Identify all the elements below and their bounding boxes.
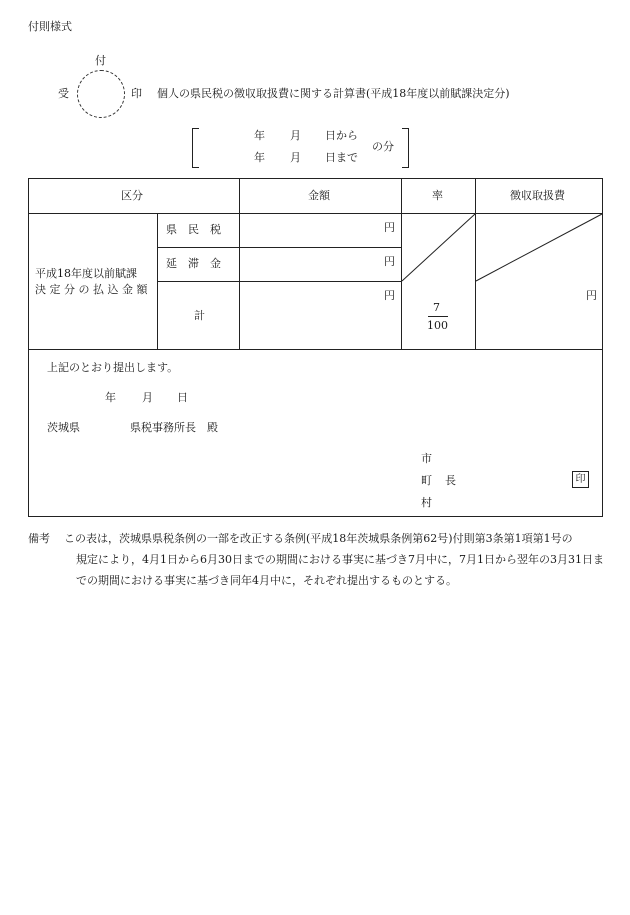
row-group-label-line2: 決 定 分 の 払 込 金 額 <box>35 283 148 296</box>
period-to-day: 日まで <box>325 151 358 164</box>
form-label: 付則様式 <box>28 20 72 33</box>
period-to-year: 年 <box>254 151 265 164</box>
submission-date-day: 日 <box>177 391 188 404</box>
grid-line <box>29 349 602 350</box>
calculation-table <box>28 178 603 517</box>
notes-line-3: での期間における事実に基づき同年4月中に，それぞれ提出するものとする。 <box>76 574 457 587</box>
period-from-day: 日から <box>325 129 358 142</box>
rate-denominator: 100 <box>427 319 448 332</box>
stamp-left-char: 受 <box>58 87 69 100</box>
signer-town: 町 <box>421 474 432 487</box>
prefecture-name: 茨城県 <box>47 421 80 434</box>
notes-line-2: 規定により，4月1日から6月30日までの期間における事実に基づき7月中に，7月1日から翌年の3月31日ま <box>76 553 604 566</box>
header-fee: 徴収取扱費 <box>510 189 565 202</box>
row-label-late-fee: 延 滞 金 <box>166 257 221 270</box>
signer-city: 市 <box>421 452 432 465</box>
stamp-right-char: 印 <box>131 87 142 100</box>
strike-diagonals <box>29 179 602 349</box>
period-bracket-right <box>402 128 409 168</box>
row-label-prefectural-tax: 県 民 税 <box>166 223 221 236</box>
amount-unit-total: 円 <box>384 289 395 302</box>
seal-mark: 印 <box>572 471 589 488</box>
addressee: 県税事務所長 殿 <box>130 421 218 434</box>
amount-unit-late-fee: 円 <box>384 255 395 268</box>
period-to-month: 月 <box>290 151 301 164</box>
submission-date-month: 月 <box>142 391 153 404</box>
header-amount: 金額 <box>308 189 330 202</box>
fee-unit-total: 円 <box>586 289 597 302</box>
row-label-total: 計 <box>194 309 205 322</box>
period-from-year: 年 <box>254 129 265 142</box>
period-from-month: 月 <box>290 129 301 142</box>
rate-fraction-bar <box>428 316 448 317</box>
signer-village: 村 <box>421 496 432 509</box>
rate-numerator: 7 <box>433 301 440 314</box>
period-suffix: の分 <box>372 140 394 153</box>
signer-head: 長 <box>445 474 456 487</box>
notes-line-1: この表は，茨城県県税条例の一部を改正する条例(平成18年茨城県条例第62号)付則第3条第1項第1号の <box>64 532 573 545</box>
stamp-top-char: 付 <box>95 54 106 67</box>
row-group-label-line1: 平成18年度以前賦課 <box>35 267 137 280</box>
receipt-stamp-area <box>77 70 125 118</box>
document-title: 個人の県民税の徴収取扱費に関する計算書(平成18年度以前賦課決定分) <box>157 87 510 100</box>
period-bracket-left <box>192 128 199 168</box>
amount-unit-prefectural-tax: 円 <box>384 221 395 234</box>
submission-date-year: 年 <box>105 391 116 404</box>
submission-statement: 上記のとおり提出します。 <box>47 361 179 374</box>
header-rate: 率 <box>432 189 443 202</box>
header-category: 区分 <box>121 189 143 202</box>
notes-label: 備考 <box>28 532 50 545</box>
